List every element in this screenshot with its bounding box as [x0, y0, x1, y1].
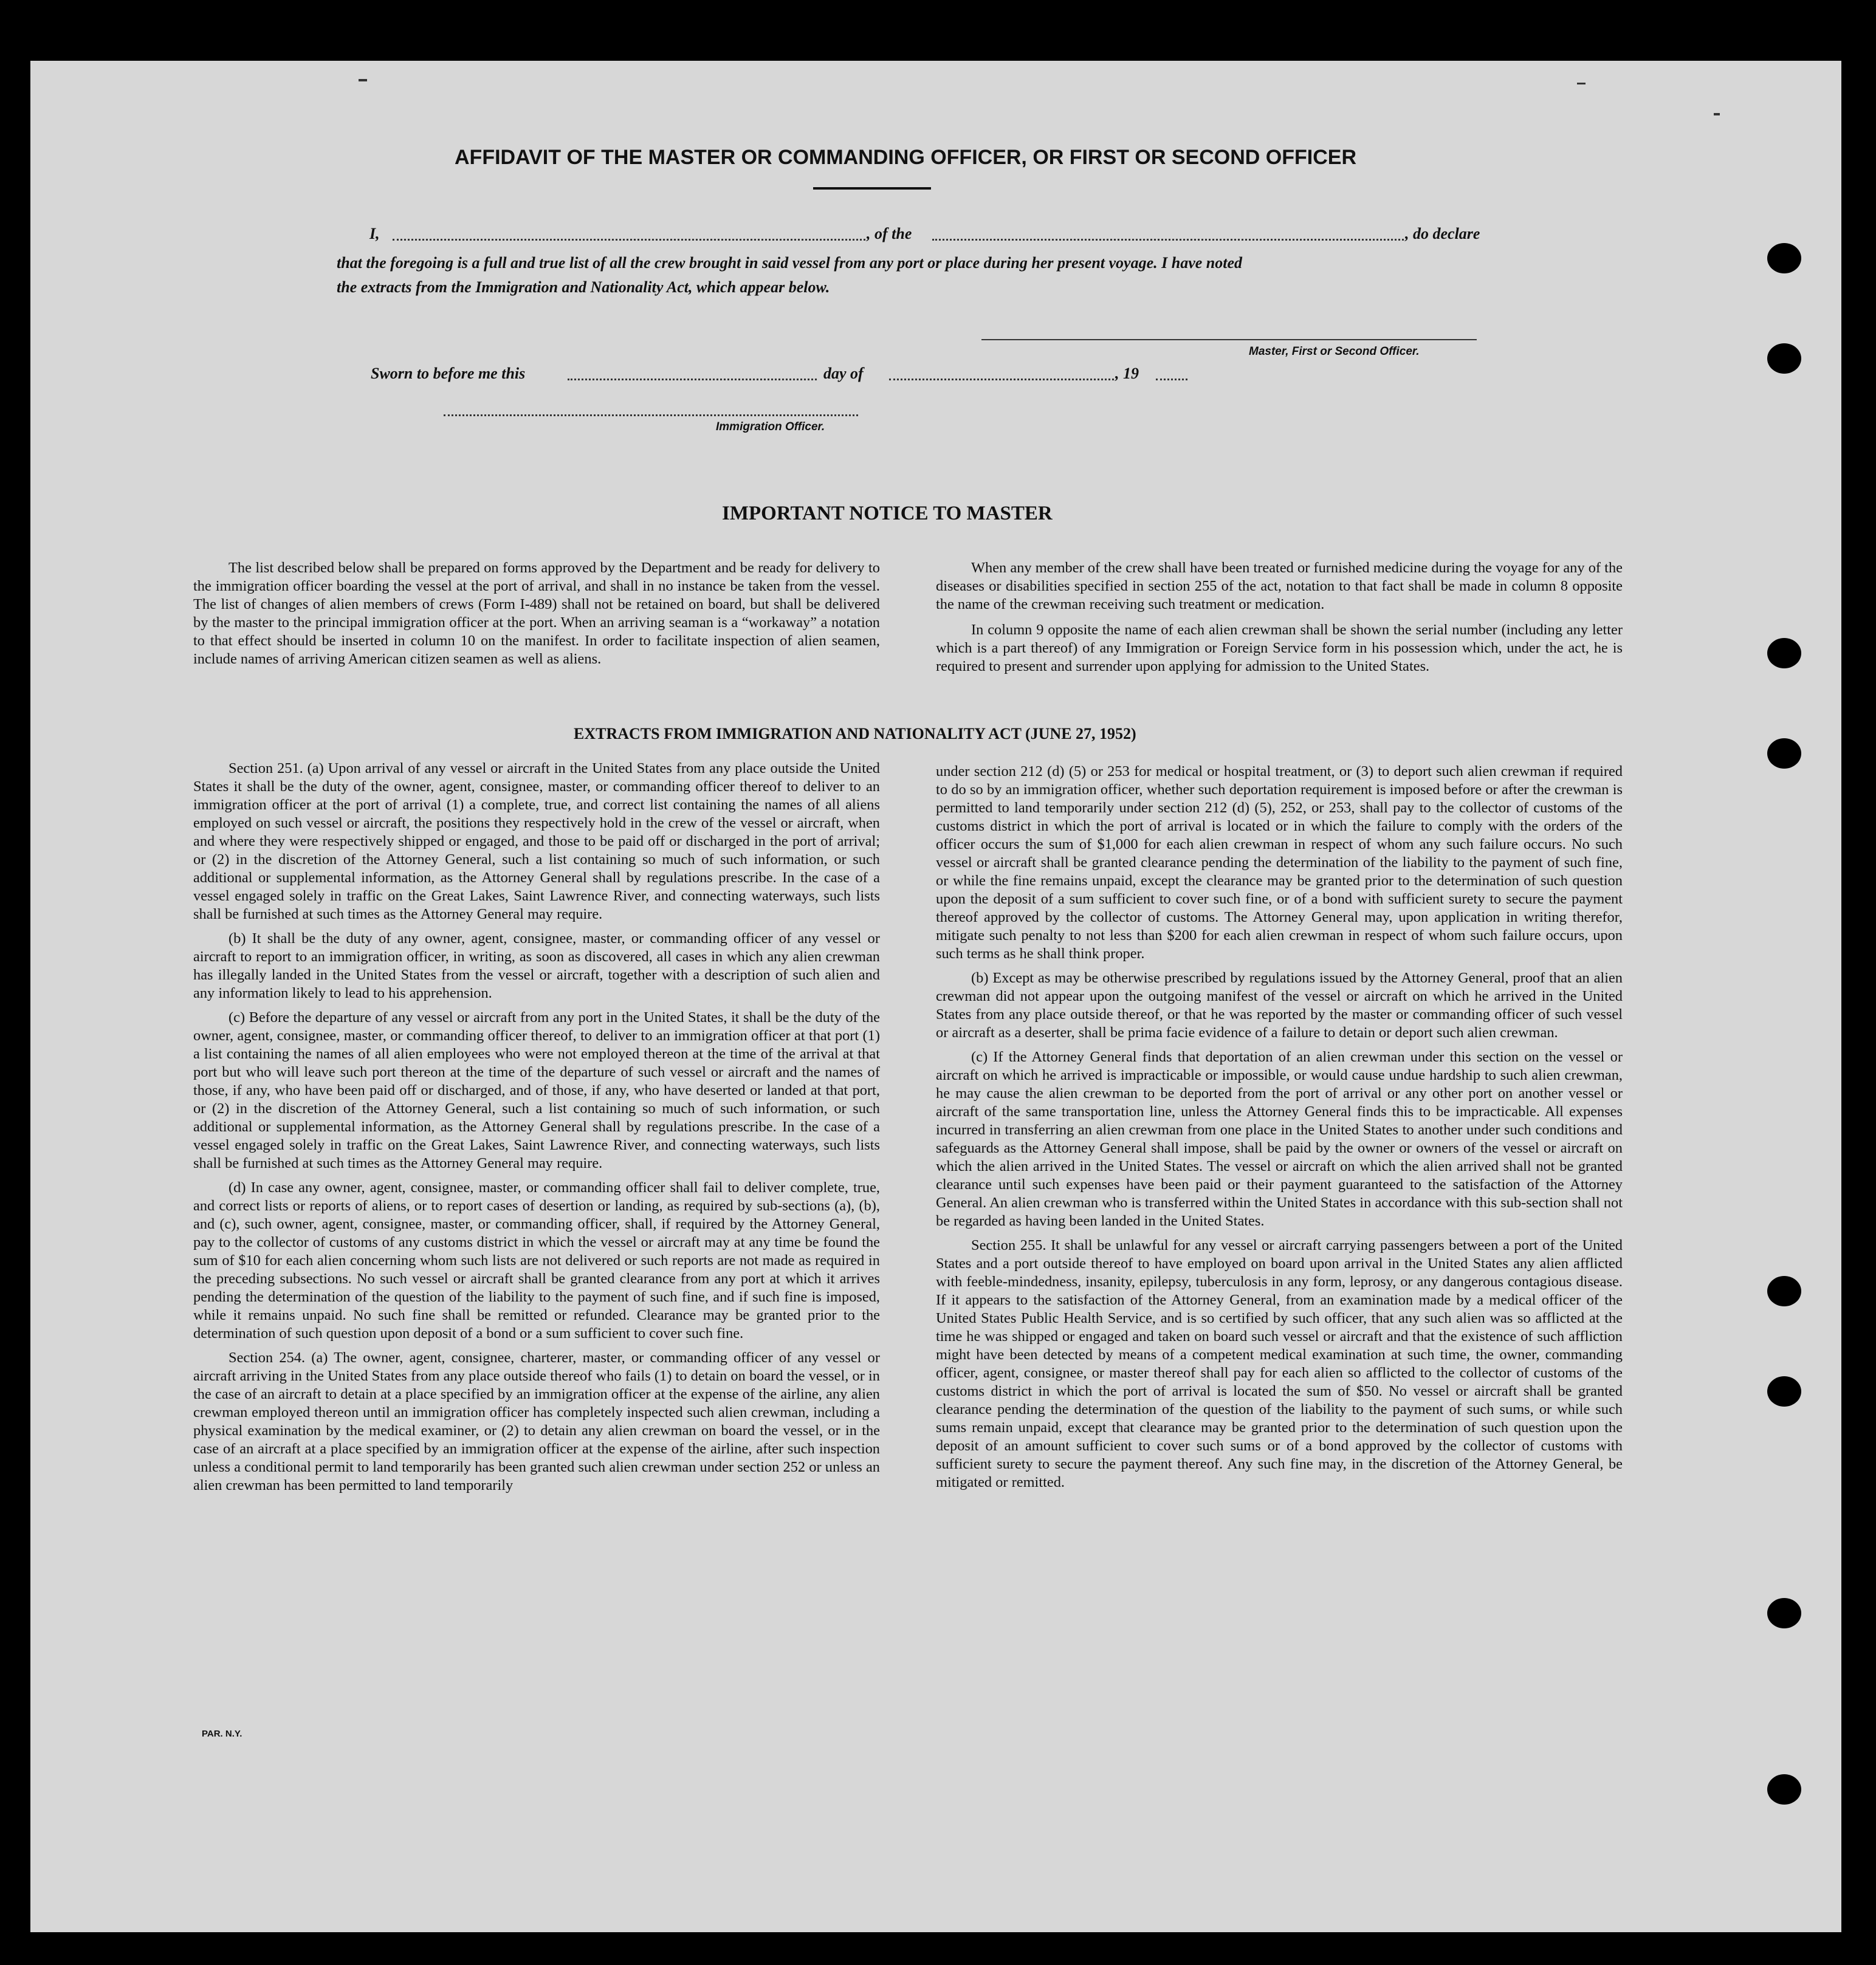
extract-paragraph: (b) Except as may be otherwise prescribed by regulations issued by the Attorney General, proof that an alien crewman did not appear upon the outgoing manifest of the vessel or aircraft on which he arrived in the United States from any place outside thereof, or that he was reported by the master or commanding officer of such vessel or aircraft as a deserter, shall be prima facie evidence of a failure to detain or deport such alien crewman.	[936, 970, 1623, 1041]
binder-hole	[1767, 638, 1801, 668]
extracts-left-column	[193, 760, 880, 1501]
extract-paragraph: Section 251. (a) Upon arrival of any vessel or aircraft in the United States from any place outside the United States it shall be the duty of the owner, agent, consignee, master, or commanding officer thereof to deliver to an immigration officer at the port of arrival (1) a complete, true, and correct list containing the names of all aliens employed on such vessel or aircraft, the positions they respectively hold in the crew of the vessel or aircraft, when and where they were respectively shipped or engaged, and those to be paid off or discharged in the port of arrival; or (2) in the discretion of the Attorney General, such a list containing so much of such information, or such additional or supplemental information, as the Attorney General shall by regulations prescribe. In the case of a vessel engaged solely in traffic on the Great Lakes, Saint Lawrence River, and connecting waterways, such lists shall be furnished at such times as the Attorney General may require.	[193, 760, 880, 922]
notice-paragraph: The list described below shall be prepared on forms approved by the Department and be ready for delivery to the immigration officer boarding the vessel at the port of arrival, and shall in no instance be taken from the vessel. The list of changes of alien members of crews (Form I-489) shall not be retained on board, but shall be delivered by the master to the principal immigration officer at the port. When an arriving seaman is a “workaway” a notation to that effect should be inserted in column 10 on the manifest. In order to facilitate inspection of alien seamen, include names of arriving American citizen seamen as well as aliens.	[193, 560, 880, 667]
day-of-label: day of	[823, 365, 864, 382]
officer-signature-line[interactable]	[444, 414, 858, 416]
sworn-label: Sworn to before me this	[371, 365, 526, 382]
notice-title: IMPORTANT NOTICE TO MASTER	[722, 502, 1053, 524]
notice-paragraph: In column 9 opposite the name of each alien crewman shall be shown the serial number (including any letter which is a part thereof) of any Immigration or Foreign Service form in his possession which, under the act, he is required to present and surrender upon applying for admission to the United States.	[936, 622, 1623, 674]
extracts-title: EXTRACTS FROM IMMIGRATION AND NATIONALITY ACT (JUNE 27, 1952)	[574, 725, 1136, 742]
extract-paragraph: (c) Before the departure of any vessel or aircraft from any port in the United States, it shall be the duty of the owner, agent, consignee, master, or commanding officer thereof, to deliver to an immigration officer at that port (1) a list containing the names of all alien employees who were not employed thereon at the time of the arrival at that port but who will leave such port thereon at the time of the departure of such vessel or aircraft and the names of those, if any, who have been paid off or discharged, and of those, if any, who have deserted or landed at that port, or (2) in the discretion of the Attorney General, such a list containing so much of such information, or such additional or supplemental information, as the Attorney General shall by regulations prescribe. In the case of a vessel engaged solely in traffic on the Great Lakes, Saint Lawrence River, and connecting waterways, such lists shall be furnished at such times as the Attorney General may require.	[193, 1009, 880, 1171]
speck	[1714, 113, 1720, 115]
binder-hole	[1767, 1276, 1801, 1306]
notice-right-column	[936, 559, 1623, 683]
extract-paragraph: Section 255. It shall be unlawful for any vessel or aircraft carrying passengers between a port of the United States and a port outside thereof to have employed on board upon arrival in the United States any alien afflicted with feeble-mindedness, insanity, epilepsy, tuberculosis in any form, leprosy, or any dangerous contagious disease. If it appears to the satisfaction of the Attorney General, from an examination made by a medical officer of the United States Public Health Service, and is so certified by such officer, that any such alien was so afflicted at the time he was shipped or engaged and taken on board such vessel or aircraft and that the existence of such affliction might have been detected by means of a competent medical examination at such time, the owner, commanding officer, agent, consignee, or master thereof shall pay for each alien so afflicted to the collector of customs of the customs district in which the port of arrival is located the sum of $50. No vessel or aircraft shall be granted clearance pending the determination of the question of the liability to the payment of such sums, or while such sums remain unpaid, except that clearance may be granted prior to the determination of such question upon the deposit of an amount sufficient to cover such sums or of a bond approved by the collector of customs with sufficient surety to secure the payment thereof. Any such fine may, in the discretion of the Attorney General, be mitigated or remitted.	[936, 1237, 1623, 1490]
notice-paragraph: When any member of the crew shall have been treated or furnished medicine during the voyage for any of the diseases or disabilities specified in section 255 of the act, notation to that fact shall be made in column 8 opposite the name of the crewman receiving such treatment or medication.	[936, 560, 1623, 612]
speck	[1577, 83, 1586, 84]
affidavit-statement-line: that the foregoing is a full and true list of all the crew brought in said vessel from any port or place during her present voyage. I have noted	[337, 254, 1243, 272]
title-rule	[813, 187, 931, 190]
signature-label: Master, First or Second Officer.	[1249, 345, 1420, 358]
extracts-right-column	[936, 763, 1623, 1498]
form-page	[30, 61, 1841, 1932]
binder-hole	[1767, 1376, 1801, 1407]
binder-hole	[1767, 1774, 1801, 1805]
binder-hole	[1767, 1598, 1801, 1628]
extract-paragraph: (c) If the Attorney General finds that deportation of an alien crewman under this section on the vessel or aircraft on which he arrived is impracticable or impossible, or would cause undue hardship to such alien crewman, he may cause the alien crewman to be deported from the port of arrival or any other port on another vessel or aircraft of the same transportation line, unless the Attorney General finds this to be impracticable. All expenses incurred in transferring an alien crewman from one place in the United States to another under such conditions and safeguards as the Attorney General shall impose, shall be paid by the owner or owners of the vessel or aircraft on which the alien arrived in the United States. The vessel or aircraft on which the alien arrived shall not be granted clearance until such expenses have been paid or their payment guaranteed to the satisfaction of the Attorney General. An alien crewman who is transferred within the United States in accordance with this sub-section shall not be regarded as having been landed in the United States.	[936, 1049, 1623, 1229]
extract-paragraph: (b) It shall be the duty of any owner, agent, consignee, master, or commanding officer of any vessel or aircraft to report to an immigration officer, in writing, as soon as discovered, all cases in which any alien crewman has illegally landed in the United States from the vessel or aircraft, together with a description of such alien and any information likely to lead to his apprehension.	[193, 930, 880, 1001]
signature-line[interactable]	[981, 339, 1477, 340]
affidavit-statement-line: the extracts from the Immigration and Nationality Act, which appear below.	[337, 278, 830, 296]
sworn-month-field[interactable]	[889, 379, 1114, 380]
binder-hole	[1767, 343, 1801, 374]
speck	[359, 79, 367, 81]
affidavit-of-label: , of the	[867, 225, 912, 242]
printer-mark: PAR. N.Y.	[202, 1729, 242, 1739]
binder-hole	[1767, 243, 1801, 273]
extract-paragraph: (d) In case any owner, agent, consignee, master, or commanding officer shall fail to deliver complete, true, and correct lists or reports of aliens, or to report cases of desertion or landing, as required by sub-sections (a), (b), and (c), such owner, agent, consignee, master, or commanding officer, shall, if required by the Attorney General, pay to the collector of customs of any customs district in which the vessel or aircraft may at any time be found the sum of $10 for each alien concerning whom such lists are not delivered or such reports are not made as required in the preceding subsections. No such vessel or aircraft shall be granted clearance from any port at which it arrives pending the determination of the question of the liability to the payment of such fine, and if such fine is imposed, while it remains unpaid. No such fine shall be remitted or refunded. Clearance may be granted prior to the determination of such question upon deposit of a bond or a sum sufficient to cover such fine.	[193, 1179, 880, 1342]
extract-paragraph: under section 212 (d) (5) or 253 for medical or hospital treatment, or (3) to deport such alien crewman if required to do so by an immigration officer, whether such deportation requirement is imposed before or after the crewman is permitted to land temporarily under section 212 (d) (5), 252, or 253, shall pay to the collector of customs of the customs district in which the port of arrival is located or in which the failure to comply with the orders of the officer occurs the sum of $1,000 for each alien crewman in respect of whom any such failure occurs. No such vessel or aircraft shall be granted clearance pending the determination of the liability to the payment of such fine, or while the fine remains unpaid, except the clearance may be granted prior to the determination of such question upon the deposit of a sum sufficient to cover such fine, or of a bond with sufficient surety to secure the payment thereof approved by the collector of customs. The Attorney General may, upon application in writing therefor, mitigate such penalty to not less than $200 for each alien crewman in respect of whom such failure occurs, upon such terms as he shall think proper.	[936, 763, 1623, 962]
vessel-field[interactable]	[932, 239, 1404, 241]
affidavit-declare-label: , do declare	[1405, 225, 1480, 242]
year-label: , 19	[1115, 365, 1139, 382]
affidavit-i-label: I,	[369, 225, 380, 242]
officer-label: Immigration Officer.	[716, 420, 825, 433]
affidavit-title: AFFIDAVIT OF THE MASTER OR COMMANDING OFFICER, OR FIRST OR SECOND OFFICER	[455, 146, 1356, 169]
notice-left-column	[193, 559, 880, 676]
sworn-day-field[interactable]	[568, 379, 817, 380]
name-field[interactable]	[393, 239, 865, 241]
binder-hole	[1767, 738, 1801, 769]
sworn-year-field[interactable]	[1156, 379, 1187, 380]
extract-paragraph: Section 254. (a) The owner, agent, consignee, charterer, master, or commanding officer of any vessel or aircraft arriving in the United States from any place outside thereof who fails (1) to detain on board the vessel, or in the case of an aircraft to detain at a place specified by an immigration officer at the expense of the airline, any alien crewman employed thereon until an immigration officer has completely inspected such alien crewman, including a physical examination by the medical examiner, or (2) to detain any alien crewman on board the vessel, or in the case of an aircraft at a place specified by an immigration officer at the expense of the airline, after such inspection unless a conditional permit to land temporarily has been granted such alien crewman under section 252 or unless an alien crewman has been permitted to land temporarily	[193, 1349, 880, 1493]
